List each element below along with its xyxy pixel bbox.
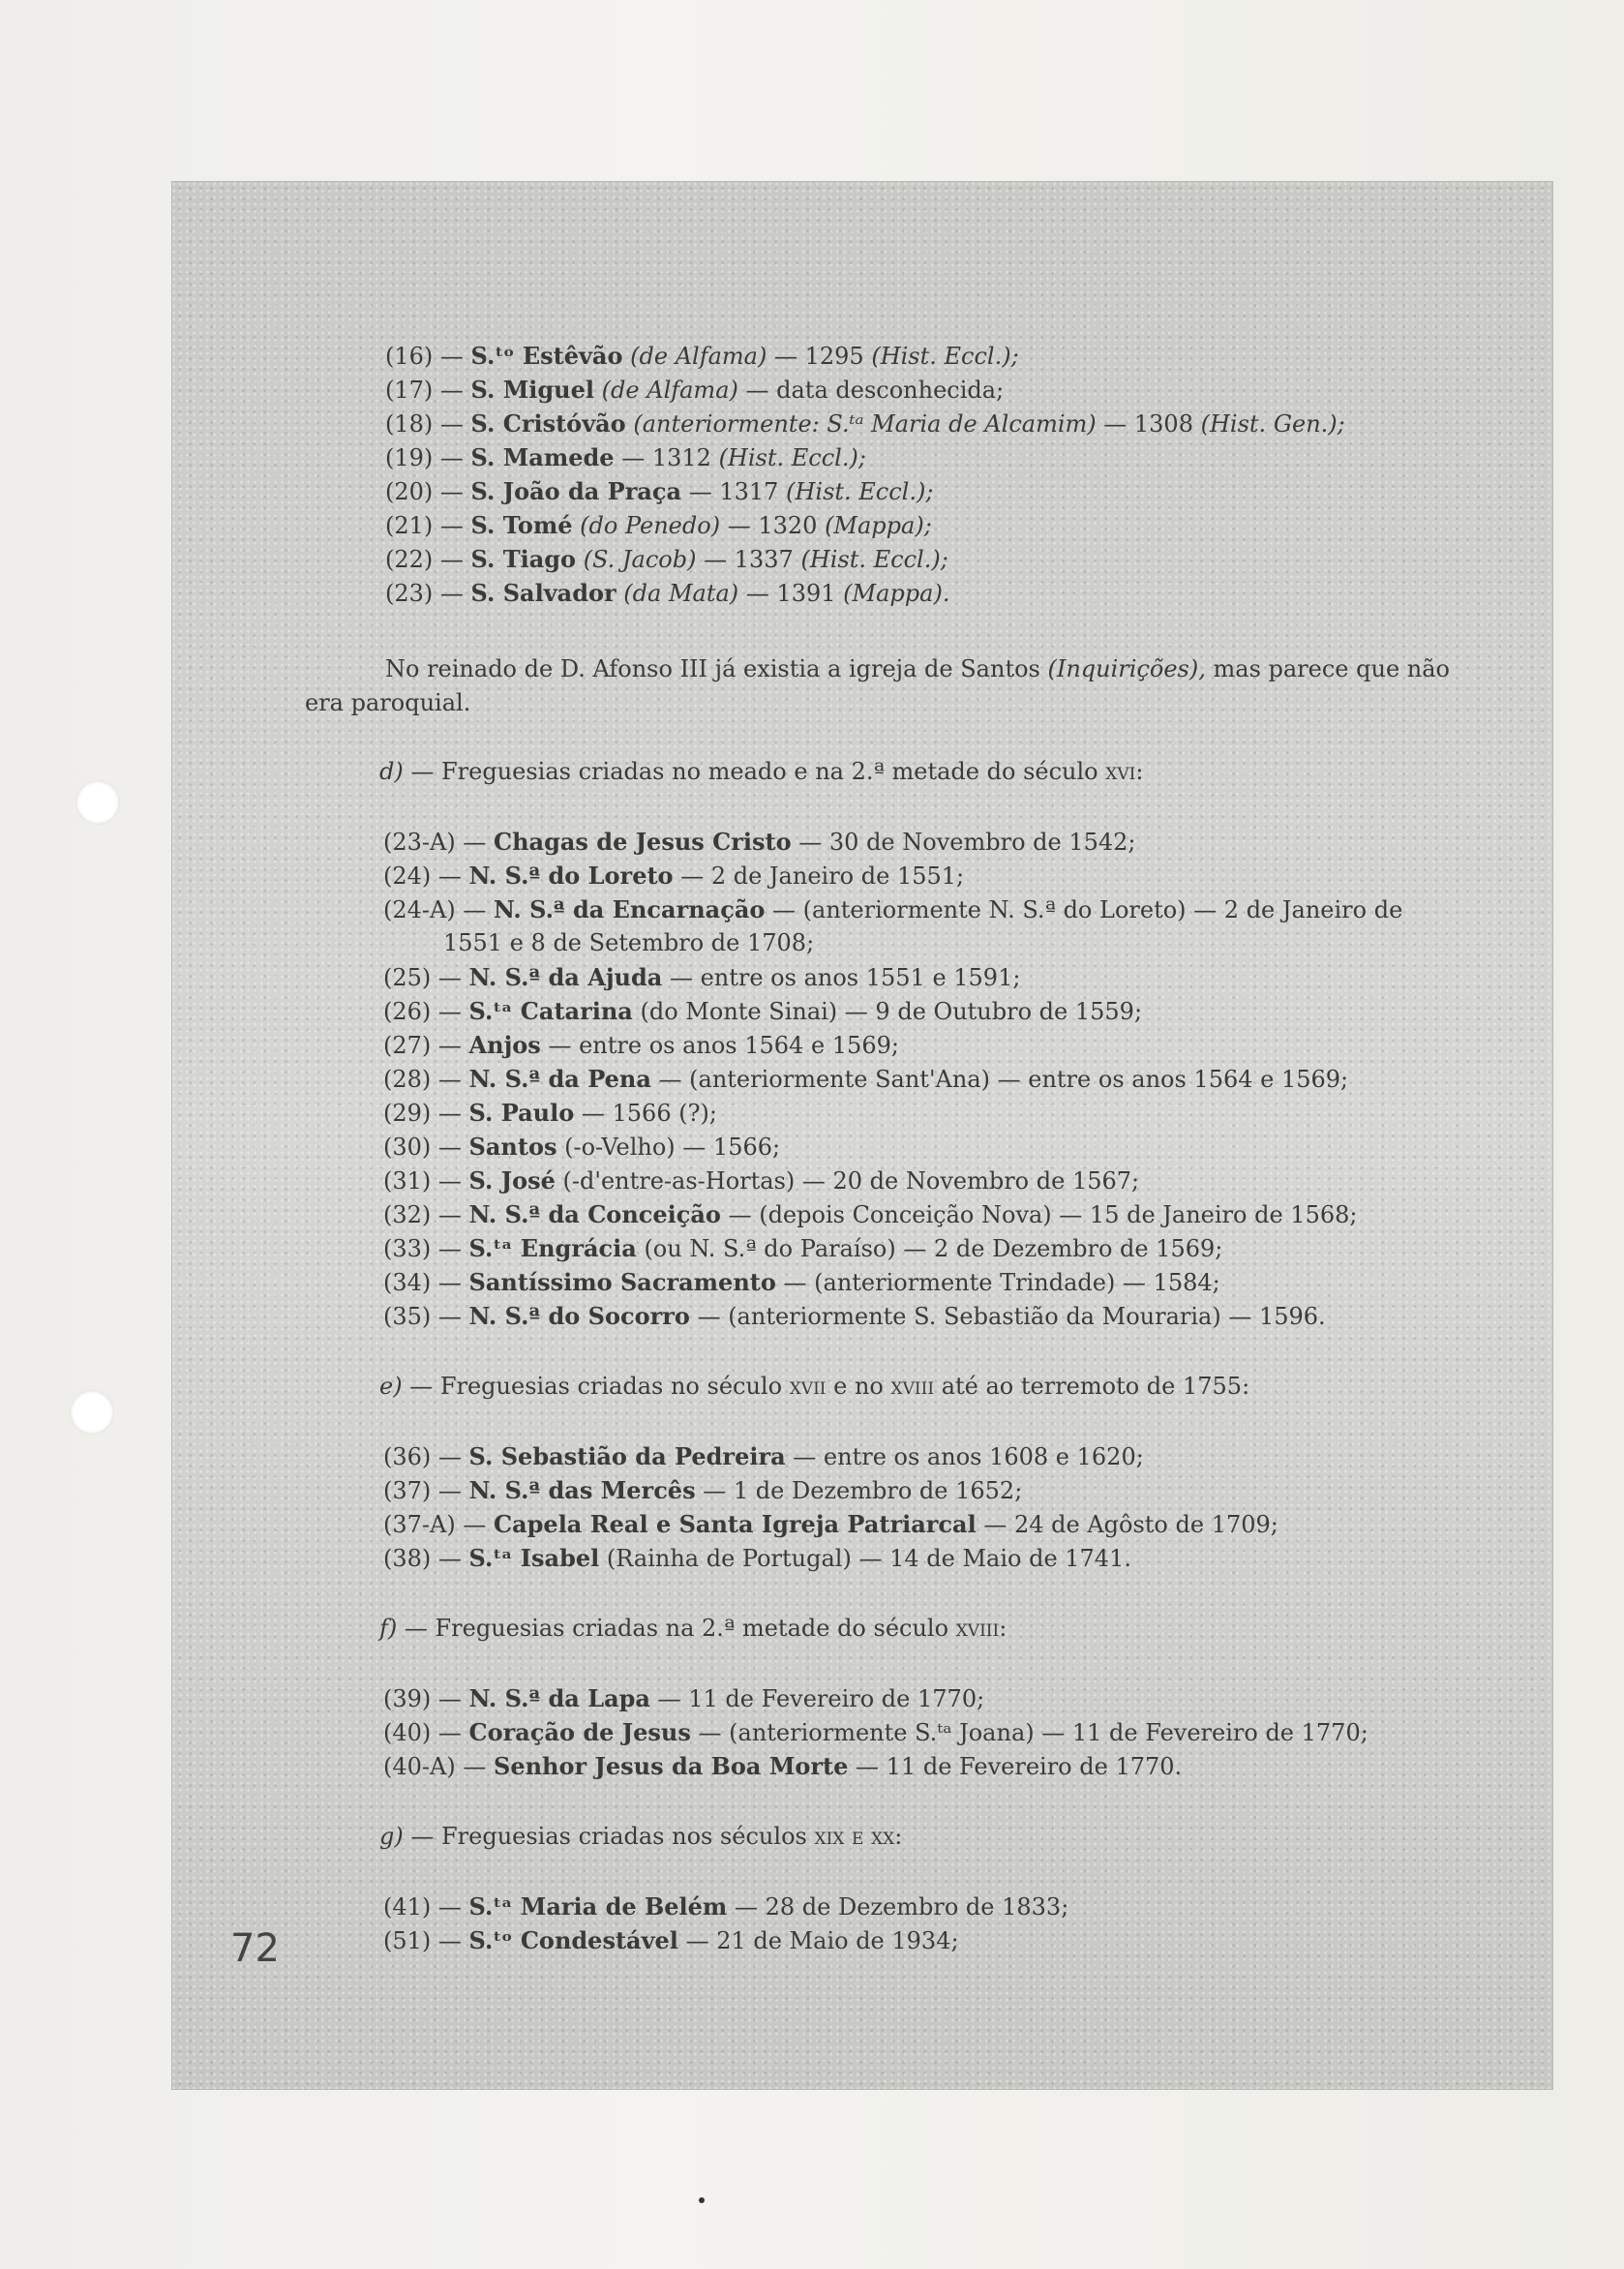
parish-entry: (17) — S. Miguel (de Alfama) — data desconhecida;	[385, 376, 1005, 404]
parish-entry: (36) — S. Sebastião da Pedreira — entre os anos 1608 e 1620;	[383, 1442, 1144, 1470]
parish-entry-continuation: 1551 e 8 de Setembro de 1708;	[443, 929, 815, 956]
parish-entry: (20) — S. João da Praça — 1317 (Hist. Eccl.);	[385, 477, 934, 505]
parish-entry: (32) — N. S.ª da Conceição — (depois Conceição Nova) — 15 de Janeiro de 1568;	[383, 1200, 1358, 1228]
parish-entry: (28) — N. S.ª da Pena — (anteriormente Sant'Ana) — entre os anos 1564 e 1569;	[383, 1065, 1349, 1093]
parish-entry: (35) — N. S.ª do Socorro — (anteriormente S. Sebastião da Mouraria) — 1596.	[383, 1302, 1326, 1330]
parish-entry: (18) — S. Cristóvão (anteriormente: S.ᵗᵃ Maria de Alcamim) — 1308 (Hist. Gen.);	[385, 409, 1345, 438]
parish-entry: (51) — S.ᵗᵒ Condestável — 21 de Maio de 1934;	[383, 1926, 959, 1954]
parish-entry: (24) — N. S.ª do Loreto — 2 de Janeiro de 1551;	[383, 862, 965, 890]
parish-entry: (41) — S.ᵗᵃ Maria de Belém — 28 de Dezembro de 1833;	[383, 1892, 1069, 1921]
parish-entry: (22) — S. Tiago (S. Jacob) — 1337 (Hist. Eccl.);	[385, 545, 948, 573]
section-heading-e: e) — Freguesias criadas no século xvii e no xviii até ao terremoto de 1755:	[379, 1373, 1250, 1400]
section-heading-d: d) — Freguesias criadas no meado e na 2.ª metade do século xvi:	[379, 758, 1144, 785]
parish-entry: (26) — S.ᵗᵃ Catarina (do Monte Sinai) — 9 de Outubro de 1559;	[383, 997, 1143, 1025]
parish-entry: (25) — N. S.ª da Ajuda — entre os anos 1551 e 1591;	[383, 963, 1021, 991]
parish-entry: (30) — Santos (-o-Velho) — 1566;	[383, 1133, 781, 1161]
parish-entry: (37-A) — Capela Real e Santa Igreja Patriarcal — 24 de Agôsto de 1709;	[383, 1510, 1278, 1538]
paragraph-line: era paroquial.	[305, 689, 471, 716]
parish-entry: (27) — Anjos — entre os anos 1564 e 1569;	[383, 1031, 899, 1059]
parish-entry: (23-A) — Chagas de Jesus Cristo — 30 de Novembro de 1542;	[383, 828, 1136, 856]
section-heading-f: f) — Freguesias criadas na 2.ª metade do século xviii:	[379, 1615, 1007, 1642]
parish-entry: (29) — S. Paulo — 1566 (?);	[383, 1099, 717, 1127]
ink-dot	[699, 2197, 705, 2203]
parish-entry: (23) — S. Salvador (da Mata) — 1391 (Mappa).	[385, 579, 950, 607]
page-number: 72	[230, 1926, 280, 1971]
parish-entry: (40-A) — Senhor Jesus da Boa Morte — 11 de Fevereiro de 1770.	[383, 1752, 1183, 1780]
parish-entry: (37) — N. S.ª das Mercês — 1 de Dezembro de 1652;	[383, 1476, 1023, 1504]
parish-entry: (31) — S. José (-d'entre-as-Hortas) — 20 de Novembro de 1567;	[383, 1166, 1140, 1195]
parish-entry: (16) — S.ᵗᵒ Estêvão (de Alfama) — 1295 (Hist. Eccl.);	[385, 342, 1019, 370]
parish-entry: (21) — S. Tomé (do Penedo) — 1320 (Mappa);	[385, 511, 932, 539]
parish-entry: (24-A) — N. S.ª da Encarnação — (anteriormente N. S.ª do Loreto) — 2 de Janeiro de	[383, 895, 1403, 923]
parish-entry: (34) — Santíssimo Sacramento — (anteriormente Trindade) — 1584;	[383, 1268, 1220, 1296]
parish-entry: (19) — S. Mamede — 1312 (Hist. Eccl.);	[385, 443, 866, 471]
parish-entry: (39) — N. S.ª da Lapa — 11 de Fevereiro de 1770;	[383, 1684, 985, 1712]
parish-entry: (38) — S.ᵗᵃ Isabel (Rainha de Portugal) — 14 de Maio de 1741.	[383, 1544, 1131, 1572]
parish-entry: (40) — Coração de Jesus — (anteriormente S.ᵗᵃ Joana) — 11 de Fevereiro de 1770;	[383, 1718, 1368, 1746]
paragraph-line: No reinado de D. Afonso III já existia a igreja de Santos (Inquirições), mas parece que não	[385, 655, 1450, 682]
section-heading-g: g) — Freguesias criadas nos séculos xix e xx:	[379, 1823, 903, 1850]
parish-entry: (33) — S.ᵗᵃ Engrácia (ou N. S.ª do Paraíso) — 2 de Dezembro de 1569;	[383, 1234, 1223, 1262]
